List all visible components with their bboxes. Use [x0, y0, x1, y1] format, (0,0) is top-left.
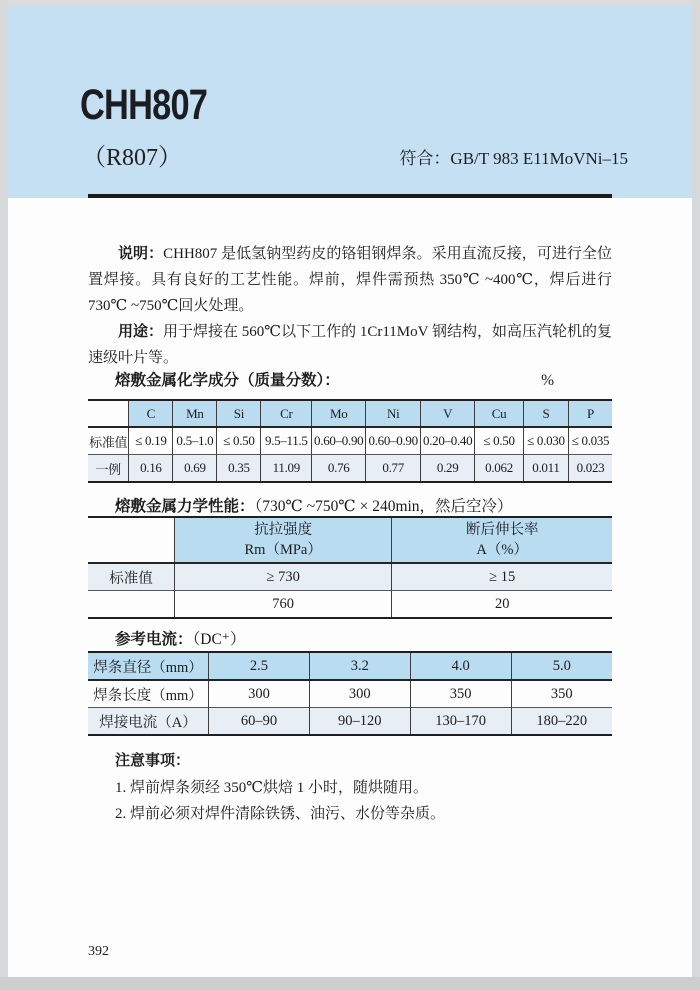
- current-title-polarity: （DC⁺）: [192, 631, 246, 648]
- cell: 350: [410, 680, 511, 708]
- mech-corner-cell: [88, 517, 174, 563]
- description-text: CHH807 是低氢钠型药皮的铬钼钢焊条。采用直流反接，可进行全位置焊接。具有良好的工艺性能。焊前，焊件需预热 350℃ ~400℃，焊后进行 730℃ ~750℃回火处理。: [88, 246, 612, 314]
- mech-title-conditions: （730℃ ~750℃ × 240min，然后空冷）: [254, 498, 513, 515]
- usage-paragraph: [88, 319, 612, 371]
- cell: 760: [174, 591, 391, 619]
- cell: 90–120: [309, 708, 410, 736]
- mech-title-text: 熔敷金属力学性能：: [115, 498, 255, 515]
- description-label: 说明：: [118, 246, 164, 262]
- mech-standard-row: [88, 563, 612, 591]
- current-title-text: 参考电流：: [115, 631, 193, 648]
- cell: 60–90: [209, 708, 310, 736]
- scan-edge-right: [692, 0, 700, 990]
- tensile-label-symbol: Rm（MPa）: [244, 542, 322, 558]
- cell: 3.2: [309, 652, 410, 680]
- product-code-title: CHH807: [80, 81, 208, 129]
- scan-edge-bottom: [0, 977, 700, 990]
- scan-edge-left: [0, 0, 8, 990]
- chem-standard-row: [88, 427, 612, 455]
- chem-unit-label: %: [541, 372, 554, 389]
- cell: 4.0: [410, 652, 511, 680]
- cell: 11.09: [261, 455, 312, 483]
- chem-col-Mo: Mo: [312, 400, 366, 427]
- cell: ≤ 0.030: [523, 427, 568, 455]
- cell: ≥ 15: [392, 563, 612, 591]
- usage-label: 用途：: [118, 324, 164, 340]
- chem-col-C: C: [129, 400, 173, 427]
- cell: ≥ 730: [174, 563, 391, 591]
- chem-example-row: [88, 455, 612, 483]
- cell: 0.76: [312, 455, 366, 483]
- cell: 130–170: [410, 708, 511, 736]
- row-label: [88, 591, 174, 619]
- description-paragraph: [88, 241, 612, 319]
- chem-col-P: P: [568, 400, 612, 427]
- cell: 0.011: [523, 455, 568, 483]
- reference-current-table: [88, 651, 612, 736]
- cell: 0.35: [217, 455, 261, 483]
- length-row: [88, 680, 612, 708]
- scan-edge-top: [0, 0, 700, 5]
- chem-header-row: [88, 400, 612, 427]
- intro-paragraphs: [88, 241, 612, 371]
- cell: 180–220: [511, 708, 612, 736]
- header-divider-rule: [88, 194, 612, 198]
- current-table-container: [88, 651, 612, 736]
- elongation-label-cn: 断后伸长率: [465, 522, 539, 538]
- cell: 20: [392, 591, 612, 619]
- mech-properties-table: [88, 516, 612, 619]
- cell: 0.77: [366, 455, 421, 483]
- cell: ≤ 0.19: [129, 427, 173, 455]
- page-number: 392: [88, 944, 109, 959]
- row-label: 焊条直径（mm）: [88, 652, 209, 680]
- chem-col-Cu: Cu: [475, 400, 524, 427]
- chem-col-S: S: [523, 400, 568, 427]
- note-item-2: 2. 焊前必须对焊件清除铁锈、油污、水份等杂质。: [115, 806, 446, 822]
- cell: ≤ 0.035: [568, 427, 612, 455]
- row-label: 标准值: [89, 434, 128, 450]
- chem-composition-table: [88, 399, 612, 483]
- cell: 0.29: [421, 455, 475, 483]
- chem-title-text: 熔敷金属化学成分（质量分数）：: [115, 372, 340, 389]
- chem-col-Si: Si: [217, 400, 261, 427]
- standard-compliance-text: 符合：GB/T 983 E11MoVNi–15: [399, 149, 628, 168]
- current-section-title: [88, 630, 612, 650]
- mech-table-container: [88, 516, 612, 619]
- row-label: 焊接电流（A）: [88, 708, 209, 736]
- mech-header-row: [88, 517, 612, 563]
- chem-section-title: [88, 371, 612, 391]
- cell: ≤ 0.50: [475, 427, 524, 455]
- cell: 0.60–0.90: [366, 427, 421, 455]
- cell: 0.5–1.0: [173, 427, 217, 455]
- cell: 0.60–0.90: [312, 427, 366, 455]
- cell: 2.5: [209, 652, 310, 680]
- mech-col-tensile: [174, 517, 391, 563]
- cell: ≤ 0.50: [217, 427, 261, 455]
- cell: 5.0: [511, 652, 612, 680]
- chem-col-Mn: Mn: [173, 400, 217, 427]
- usage-text: 用于焊接在 560℃以下工作的 1Cr11MoV 钢结构，如高压汽轮机的复速级叶片等。: [88, 324, 612, 366]
- cell: 0.16: [129, 455, 173, 483]
- note-item-1: 1. 焊前焊条须经 350℃烘焙 1 小时，随烘随用。: [115, 779, 429, 796]
- current-row: [88, 708, 612, 736]
- mech-section-title: [88, 497, 612, 517]
- cell: 300: [309, 680, 410, 708]
- notes-section: [88, 748, 612, 828]
- elongation-label-symbol: A（%）: [476, 542, 528, 558]
- cell: 0.69: [173, 455, 217, 483]
- chem-corner-cell: [88, 400, 129, 427]
- notes-title: 注意事项：: [115, 753, 191, 769]
- chem-col-Ni: Ni: [366, 400, 421, 427]
- product-alias: （R807）: [82, 145, 183, 171]
- cell: 0.20–0.40: [421, 427, 475, 455]
- row-label: 标准值: [88, 563, 174, 591]
- mech-measured-row: [88, 591, 612, 619]
- mech-col-elongation: [392, 517, 612, 563]
- row-label: 一例: [88, 455, 129, 483]
- cell: 0.062: [475, 455, 524, 483]
- chem-col-Cr: Cr: [261, 400, 312, 427]
- cell: 350: [511, 680, 612, 708]
- diameter-row: [88, 652, 612, 680]
- row-label: 焊条长度（mm）: [93, 687, 203, 704]
- cell: 9.5–11.5: [261, 427, 312, 455]
- tensile-label-cn: 抗拉强度: [254, 522, 313, 538]
- cell: 300: [209, 680, 310, 708]
- chem-table-container: [88, 399, 612, 483]
- cell: 0.023: [568, 455, 612, 483]
- chem-col-V: V: [421, 400, 475, 427]
